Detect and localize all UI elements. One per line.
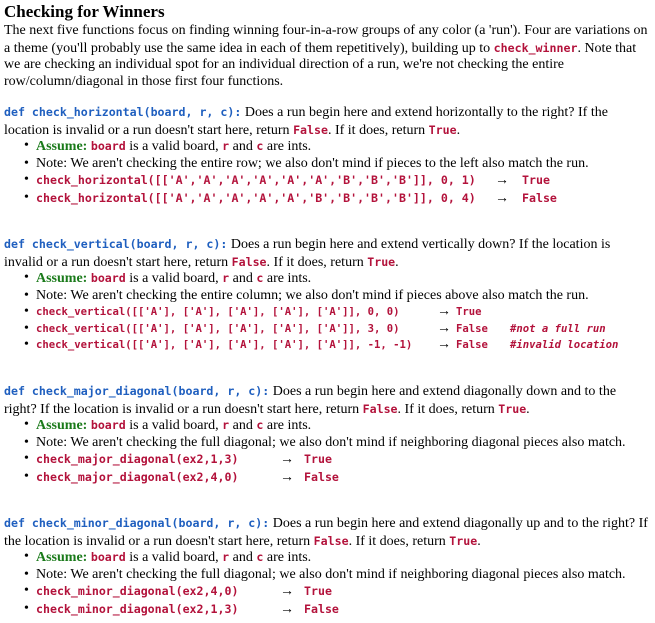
assume-text: is a valid board, (125, 418, 223, 433)
major-diagonal-signature: def check_major_diagonal(board, r, c): (4, 384, 270, 398)
param-board: board (90, 139, 126, 153)
param-c: c (256, 271, 264, 285)
assume-text: is a valid board, (125, 550, 223, 565)
arrow-icon: → (280, 601, 294, 617)
major-diagonal-description (4, 383, 650, 418)
false-keyword: False (362, 401, 398, 416)
example-bullet (4, 304, 618, 321)
assume-bullet (4, 549, 626, 567)
example-bullet (4, 337, 618, 354)
false-keyword: False (231, 254, 267, 269)
assume-label: Assume: (36, 550, 88, 565)
param-r: r (222, 550, 230, 564)
intro-paragraph (4, 23, 650, 90)
arrow-icon: → (280, 469, 294, 485)
example-call: check_minor_diagonal(ex2,4,0) (36, 584, 239, 598)
true-keyword: True (428, 122, 457, 137)
example-call: check_minor_diagonal(ex2,1,3) (36, 601, 239, 616)
example-bullet (4, 583, 626, 601)
example-call: check_major_diagonal(ex2,1,3) (36, 452, 239, 466)
param-board: board (90, 271, 126, 285)
horizontal-desc-text: Does a run begin here and extend horizontally to the right? If the location is invalid or a run doesn't start here, return (4, 105, 608, 138)
example-call: check_horizontal([['A','A','A','A','A','A','B','B','B']], 0, 1) (36, 173, 476, 187)
param-board: board (90, 550, 126, 564)
example-bullet (4, 172, 589, 190)
arrow-icon: → (437, 320, 451, 336)
example-call: check_major_diagonal(ex2,4,0) (36, 469, 239, 484)
example-result: True (456, 306, 482, 318)
assume-label: Assume: (36, 271, 88, 286)
example-result: False (456, 322, 488, 335)
example-result: True (304, 584, 332, 598)
assume-label: Assume: (36, 418, 88, 433)
true-keyword: True (367, 254, 396, 269)
assume-text: and (229, 550, 257, 565)
param-c: c (256, 139, 264, 153)
major-diagonal-bullets (4, 417, 626, 486)
example-call: check_horizontal([['A','A','A','A','A','B','B','B','B']], 0, 4) (36, 190, 476, 205)
arrow-icon: → (495, 173, 509, 188)
assume-bullet (4, 417, 626, 435)
false-keyword: False (313, 533, 349, 548)
arrow-icon: → (280, 452, 294, 467)
assume-bullet (4, 270, 618, 288)
major-diagonal-desc-text: . (526, 401, 530, 417)
assume-label: Assume: (36, 139, 88, 154)
assume-text: is a valid board, (125, 139, 223, 154)
param-c: c (256, 418, 264, 432)
param-r: r (222, 271, 230, 285)
arrow-icon: → (280, 584, 294, 599)
example-call: check_vertical([['A'], ['A'], ['A'], ['A'], ['A']], 0, 0) (36, 306, 400, 318)
param-r: r (222, 418, 230, 432)
vertical-desc-text: Does a run begin here and extend vertically down? If the location is invalid or a run doesn't start here, return (4, 237, 611, 270)
minor-diagonal-desc-text: Does a run begin here and extend diagonally up and to the right? If the location is invalid or a run doesn't start here, return (4, 516, 648, 549)
section-title: Checking for Winners (4, 2, 165, 21)
example-result: True (304, 452, 332, 466)
note-bullet: • Note: We aren't checking the entire column; we also don't mind if pieces above also match the run. (4, 288, 618, 305)
example-bullet (4, 601, 626, 619)
example-bullet (4, 190, 589, 208)
intro-function-name: check_winner (493, 40, 578, 55)
arrow-icon: → (437, 337, 451, 352)
assume-text: are ints. (263, 139, 312, 154)
example-result: False (304, 469, 339, 484)
param-c: c (256, 550, 264, 564)
minor-diagonal-bullets (4, 549, 626, 618)
example-call: check_vertical([['A'], ['A'], ['A'], ['A'], ['A']], -1, -1) (36, 339, 413, 351)
vertical-bullets (4, 270, 618, 354)
horizontal-desc-text: . If it does, return (327, 122, 429, 138)
minor-diagonal-desc-text: . If it does, return (348, 533, 450, 549)
assume-bullet (4, 138, 589, 156)
arrow-icon: → (495, 190, 509, 206)
example-call: check_vertical([['A'], ['A'], ['A'], ['A'], ['A']], 3, 0) (36, 322, 400, 335)
vertical-signature: def check_vertical(board, r, c): (4, 237, 228, 251)
intro-text-2: . Note that we are checking an individual spot for an individual direction of a run, we're not checking the entire row/column/diagonal in those first four functions. (4, 40, 637, 89)
minor-diagonal-signature: def check_minor_diagonal(board, r, c): (4, 516, 270, 530)
assume-text: and (229, 418, 257, 433)
intro-text-1: The next five functions focus on finding winning four-in-a-row groups of any color (a 'run'). Four are variations on a theme (you'll probably use the same idea in each of them repetitively), building up to (4, 23, 648, 56)
example-result: False (522, 190, 557, 205)
horizontal-bullets (4, 138, 589, 207)
example-bullet (4, 469, 626, 487)
minor-diagonal-desc-text: . (477, 533, 481, 549)
assume-text: are ints. (263, 418, 312, 433)
param-board: board (90, 418, 126, 432)
arrow-icon: → (437, 304, 451, 319)
param-r: r (222, 139, 230, 153)
false-keyword: False (293, 122, 328, 137)
true-keyword: True (449, 533, 478, 548)
example-bullet (4, 321, 618, 338)
assume-text: and (229, 271, 257, 286)
assume-text: is a valid board, (125, 271, 223, 286)
assume-text: are ints. (263, 271, 312, 286)
example-comment: #invalid location (510, 339, 619, 351)
horizontal-signature: def check_horizontal(board, r, c): (4, 105, 242, 119)
example-bullet (4, 451, 626, 469)
true-keyword: True (498, 401, 527, 416)
note-bullet: • Note: We aren't checking the full diagonal; we also don't mind if neighboring diagonal pieces also match. (4, 567, 626, 584)
example-result: False (304, 601, 339, 616)
vertical-desc-text: . If it does, return (266, 254, 368, 270)
example-comment: #not a full run (510, 322, 606, 335)
note-bullet: • Note: We aren't checking the entire row; we also don't mind if pieces to the left also match the run. (4, 156, 589, 173)
major-diagonal-desc-text: Does a run begin here and extend diagonally down and to the right? If the location is invalid or a run doesn't start here, return (4, 384, 617, 417)
horizontal-description (4, 104, 650, 139)
assume-text: are ints. (263, 550, 312, 565)
example-result: False (456, 339, 488, 351)
example-result: True (522, 173, 550, 187)
vertical-desc-text: . (395, 254, 399, 270)
vertical-description (4, 236, 650, 271)
horizontal-desc-text: . (456, 122, 461, 138)
note-bullet: • Note: We aren't checking the full diagonal; we also don't mind if neighboring diagonal pieces also match. (4, 435, 626, 452)
major-diagonal-desc-text: . If it does, return (397, 401, 499, 417)
minor-diagonal-description (4, 515, 650, 550)
assume-text: and (229, 139, 257, 154)
